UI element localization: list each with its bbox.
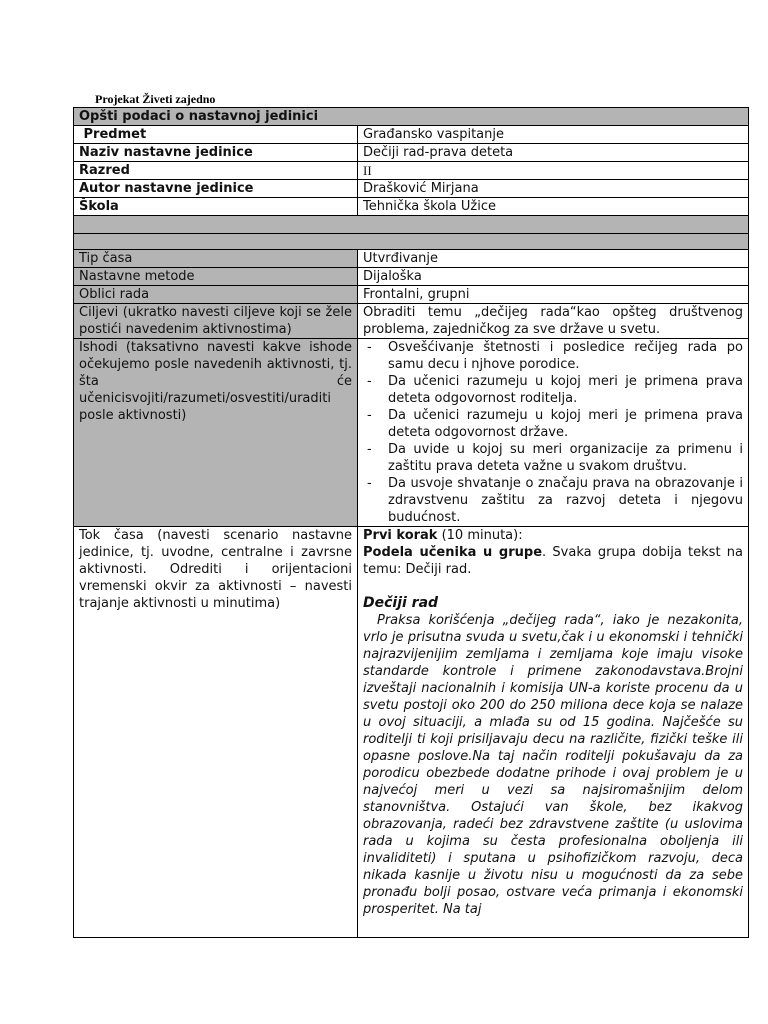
child-labour-text: Praksa korišćenja „dečijeg rada“, iako je nezakonita, vrlo je prisutna svuda u svetu,čak i u ekonomski i tehnički najrazvijenijim zemljama i zemljama koje imaju visoke standarde kontrole i primene zakonodavstava.Brojni izveštaji nacionalnih i komisija UN-a koriste procenu da u svetu postoji oko 200 do 250 miliona dece koja se nalaze u ovoj situaciji, a mlađa su od 15 godina. Najčešće su roditelji ti koji prisiljavaju decu na različite, fizički teške ili opasne poslove.Na taj način roditelji pokušavaju da za porodicu obezbede dodatne prihode i ovaj problem je u najvećoj meri u vezi sa najsiromašnijim delom stanovništva. Ostajući van škole, bez ikakvog obrazovanja, radeći bez zdravstvene zaštite (u uslovima rada u kojima su česta profesionalna oboljenja ili invaliditeti) i sputana u psihofizičkom razvoju, deca nikada kasnije u životu nisu u mogućnosti da za sebe pronađu bolji posao, ostvare veća primanja i ekonomski prosperitet. Na taj xyxy=(363,613,743,917)
list-item xyxy=(363,373,743,407)
subject-label: Predmet xyxy=(74,126,358,144)
dash-bullet: - xyxy=(367,408,372,423)
outcome-text: Da uvide u kojoj su meri organizacije za primenu i zaštitu prava deteta važne u svakom društvu. xyxy=(388,442,743,474)
lesson-flow-cell xyxy=(358,527,749,938)
author-label: Autor nastavne jedinice xyxy=(74,180,358,198)
lesson-plan-table xyxy=(73,107,749,938)
dash-bullet: - xyxy=(367,442,372,457)
table-row xyxy=(74,162,749,180)
dash-bullet: - xyxy=(367,340,372,355)
first-step-time: (10 minuta): xyxy=(437,528,523,543)
outcome-text: Da usvoje shvatanje o značaju prava na obrazovanje i zdravstvenu zaštitu za razvoj deteta i njegovu budućnost. xyxy=(388,476,743,525)
outcomes-label: Ishodi (taksativno navesti kakve ishode očekujemo posle navedenih aktivnosti, tj. šta će učenicisvojiti/razumeti/osvestiti/uraditi posle aktivnosti) xyxy=(74,339,358,527)
document-title: Projekat Živeti zajedno xyxy=(95,92,216,106)
table-row xyxy=(74,198,749,216)
author-value: Drašković Mirjana xyxy=(358,180,749,198)
outcome-text: Da učenici razumeju u kojoj meri je primena prava deteta odgovornost roditelja. xyxy=(388,374,743,406)
table-row xyxy=(74,304,749,339)
spacer-row xyxy=(74,216,749,234)
table-row xyxy=(74,126,749,144)
subject-value: Građansko vaspitanje xyxy=(358,126,749,144)
list-item xyxy=(363,407,743,441)
methods-label: Nastavne metode xyxy=(74,268,358,286)
goals-label: Ciljevi (ukratko navesti ciljeve koji se žele postići navedenim aktivnostima) xyxy=(74,304,358,339)
grouping-title: Podela učenika u grupe xyxy=(363,545,543,560)
text-heading: Dečiji rad xyxy=(363,595,439,611)
table-row xyxy=(74,527,749,938)
school-label: Škola xyxy=(74,198,358,216)
lesson-type-value: Utvrđivanje xyxy=(358,250,749,268)
spacer-cell xyxy=(74,216,749,234)
grade-label: Razred xyxy=(74,162,358,180)
work-forms-label: Oblici rada xyxy=(74,286,358,304)
table-row xyxy=(74,144,749,162)
goals-value: Obraditi temu „dečijeg rada“kao opšteg društvenog problema, zajedničkog za sve države u svetu. xyxy=(358,304,749,339)
outcomes-cell xyxy=(358,339,749,527)
lesson-type-label: Tip časa xyxy=(74,250,358,268)
grouping-line xyxy=(363,544,743,578)
first-step-line xyxy=(363,527,743,544)
first-step-title: Prvi korak xyxy=(363,528,438,543)
grouping-text: . Svaka grupa dobija tekst na temu: Dečiji rad. xyxy=(363,545,743,577)
spacer-row xyxy=(74,234,749,250)
school-value: Tehnička škola Užice xyxy=(358,198,749,216)
grade-value: II xyxy=(358,162,749,180)
unit-name-value: Dečiji rad-prava deteta xyxy=(358,144,749,162)
dash-bullet: - xyxy=(367,374,372,389)
outcome-text: Da učenici razumeju u kojoj meri je primena prava deteta odgovornost države. xyxy=(388,408,743,440)
spacer-cell xyxy=(74,234,749,250)
table-row xyxy=(74,339,749,527)
table-row xyxy=(74,268,749,286)
lesson-flow-label: Tok časa (navesti scenario nastavne jedinice, tj. uvodne, centralne i zavrsne aktivnosti. Odrediti i orijentacioni vremenski okvir za aktivnosti – navesti trajanje aktivnosti u minutima) xyxy=(74,527,358,938)
general-info-header-row xyxy=(74,108,749,126)
general-info-header: Opšti podaci o nastavnoj jedinici xyxy=(74,108,749,126)
list-item xyxy=(363,339,743,373)
dash-bullet: - xyxy=(367,476,372,491)
outcomes-list xyxy=(363,339,743,526)
lesson-flow-content xyxy=(363,527,743,937)
table-row xyxy=(74,180,749,198)
work-forms-value: Frontalni, grupni xyxy=(358,286,749,304)
table-row xyxy=(74,286,749,304)
table-row xyxy=(74,250,749,268)
unit-name-label: Naziv nastavne jedinice xyxy=(74,144,358,162)
methods-value: Dijaloška xyxy=(358,268,749,286)
outcome-text: Osvešćivanje štetnosti i posledice rečijeg rada po samu decu i njhove porodice. xyxy=(388,340,743,372)
list-item xyxy=(363,475,743,526)
list-item xyxy=(363,441,743,475)
